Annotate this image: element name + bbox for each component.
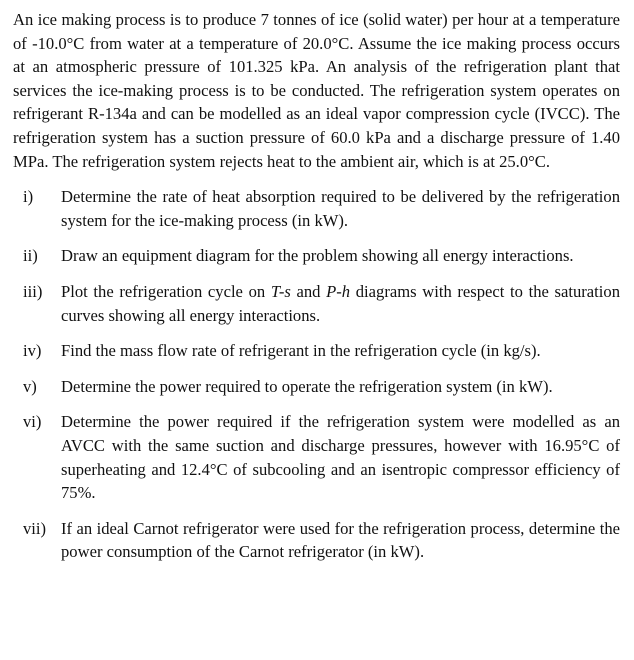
question-text: Determine the power required to operate the refrigeration system (in kW).: [61, 376, 553, 396]
question-vii: [13, 517, 620, 564]
question-text: Determine the power required if the refrigeration system were modelled as an AVCC with the same suction and discharge pressures, however with 16.95°C of superheating and 12.4°C of subcooling and an isentropic compressor efficiency of 75%.: [61, 412, 620, 503]
question-ii: [13, 244, 620, 268]
question-number: i): [23, 187, 34, 207]
problem-statement: An ice making process is to produce 7 tonnes of ice (solid water) per hour at a temperature of -10.0°C from water at a temperature of 20.0°C. Assume the ice making process occurs at an atmospheric pressure of 101.325 kPa. An analysis of the refrigeration plant that services the ice-making process is to be conducted. The refrigeration system operates on refrigerant R-134a and can be modelled as an ideal vapor compression cycle (IVCC). The refrigeration system has a suction pressure of 60.0 kPa and a discharge pressure of 1.40 MPa. The refrigeration system rejects heat to the ambient air, which is at 25.0°C.: [13, 10, 620, 171]
ts-diagram-term: T-s: [270, 281, 291, 301]
question-v: [13, 375, 620, 399]
question-vi: [13, 410, 620, 504]
question-number: ii): [23, 246, 38, 266]
question-text-part: and: [290, 281, 327, 301]
question-text: [61, 280, 620, 327]
question-text-part: Plot the refrigeration cycle on: [61, 281, 271, 301]
question-iv: [13, 339, 620, 363]
question-text-part: diagrams with respect to the saturation curves showing all energy interactions.: [61, 281, 620, 325]
question-text: Draw an equipment diagram for the problem showing all energy interactions.: [61, 246, 574, 266]
question-text: If an ideal Carnot refrigerator were used for the refrigeration process, determine the power consumption of the Carnot refrigerator (in kW).: [61, 518, 620, 562]
question-number: vii): [23, 518, 47, 538]
question-number: vi): [23, 412, 42, 432]
question-i: [13, 185, 620, 232]
question-text: Determine the rate of heat absorption required to be delivered by the refrigeration system for the ice-making process (in kW).: [61, 187, 620, 230]
question-text: Find the mass flow rate of refrigerant in the refrigeration cycle (in kg/s).: [61, 341, 541, 361]
ph-diagram-term: P-h: [326, 281, 351, 301]
question-iii: [13, 280, 620, 327]
question-list: [13, 185, 620, 564]
question-number: v): [23, 376, 37, 396]
question-number: iii): [23, 281, 43, 301]
question-number: iv): [23, 341, 42, 361]
